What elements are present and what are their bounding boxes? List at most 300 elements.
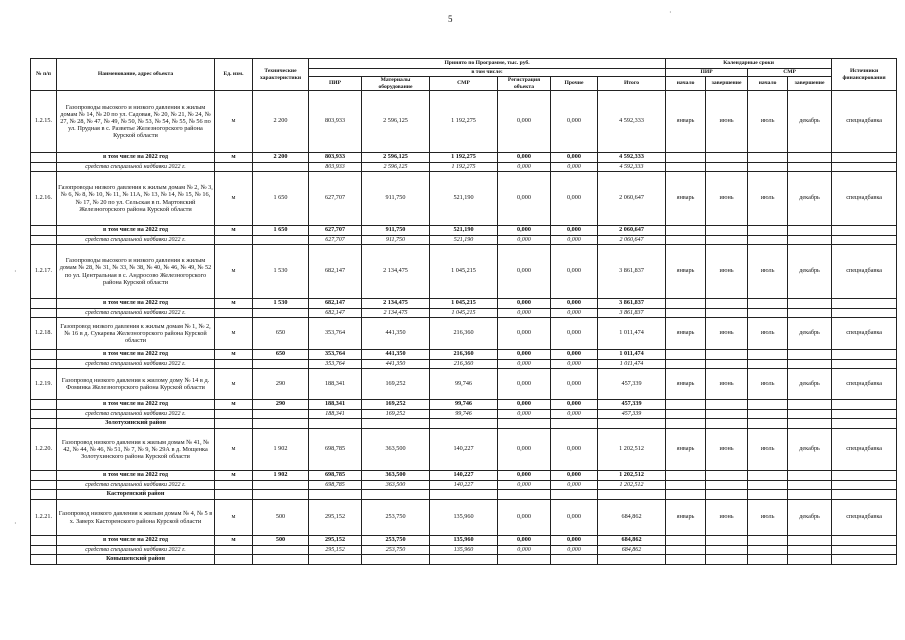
- smr-cell: 216,360: [430, 350, 498, 360]
- materials-cell: 441,350: [362, 360, 430, 369]
- pir-start-cell: январь: [666, 318, 706, 350]
- materials-cell: 169,252: [362, 400, 430, 410]
- scan-speck: ·: [669, 8, 672, 17]
- smr-cell: 99,746: [430, 369, 498, 400]
- tech-cell: [253, 360, 309, 369]
- materials-cell: 169,252: [362, 410, 430, 419]
- pir-end-cell: июнь: [706, 91, 748, 153]
- pir-cell: 627,707: [309, 236, 362, 245]
- materials-cell: 169,252: [362, 369, 430, 400]
- empty-cell: [748, 419, 788, 429]
- header-cal-pir: ПИР: [666, 69, 748, 77]
- empty-cell: [788, 309, 832, 318]
- other-cell: 0,000: [551, 481, 598, 490]
- other-cell: 0,000: [551, 400, 598, 410]
- empty-cell: [253, 419, 309, 429]
- header-other: Прочие: [551, 77, 598, 91]
- smr-start-cell: июль: [748, 172, 788, 226]
- other-cell: 0,000: [551, 299, 598, 309]
- unit-cell: м: [215, 429, 253, 471]
- empty-cell: [706, 309, 748, 318]
- unit-cell: м: [215, 91, 253, 153]
- source-cell: спецнадбавка: [832, 245, 897, 299]
- other-cell: 0,000: [551, 369, 598, 400]
- pir-start-cell: январь: [666, 429, 706, 471]
- special-funds-label: средства специальной надбавки 2022 г.: [57, 546, 215, 555]
- special-funds-label: средства специальной надбавки 2022 г.: [57, 410, 215, 419]
- pir-cell: 682,147: [309, 299, 362, 309]
- special-funds-label: средства специальной надбавки 2022 г.: [57, 309, 215, 318]
- smr-cell: 1 192,275: [430, 153, 498, 163]
- total-cell: 684,862: [598, 536, 666, 546]
- tech-cell: 2 200: [253, 91, 309, 153]
- header-pir-end: завершение: [706, 77, 748, 91]
- empty-cell: [788, 153, 832, 163]
- source-cell: спецнадбавка: [832, 500, 897, 536]
- table-body: [31, 91, 897, 565]
- empty-cell: [551, 419, 598, 429]
- materials-cell: 2 596,125: [362, 153, 430, 163]
- smr-start-cell: июль: [748, 429, 788, 471]
- empty-cell: [498, 555, 551, 565]
- registration-cell: 0,000: [498, 245, 551, 299]
- tech-cell: [253, 163, 309, 172]
- subtotal-label: в том числе на 2022 год: [57, 350, 215, 360]
- total-cell: 4 592,333: [598, 91, 666, 153]
- tech-cell: 1 650: [253, 226, 309, 236]
- unit-cell: м: [215, 471, 253, 481]
- empty-cell: [706, 163, 748, 172]
- object-row: [31, 369, 897, 400]
- other-cell: 0,000: [551, 91, 598, 153]
- header-smr-start: начало: [748, 77, 788, 91]
- subtotal-row: [31, 536, 897, 546]
- total-cell: 3 861,837: [598, 245, 666, 299]
- smr-end-cell: декабрь: [788, 245, 832, 299]
- smr-cell: 1 045,215: [430, 245, 498, 299]
- total-cell: 684,862: [598, 500, 666, 536]
- other-cell: 0,000: [551, 153, 598, 163]
- smr-cell: 135,960: [430, 536, 498, 546]
- materials-cell: 2 134,475: [362, 309, 430, 318]
- empty-cell: [31, 555, 57, 565]
- registration-cell: 0,000: [498, 410, 551, 419]
- registration-cell: 0,000: [498, 360, 551, 369]
- special-funds-row: [31, 546, 897, 555]
- empty-cell: [748, 490, 788, 500]
- unit-cell: [215, 360, 253, 369]
- unit-cell: м: [215, 226, 253, 236]
- registration-cell: 0,000: [498, 163, 551, 172]
- empty-cell: [666, 236, 706, 245]
- registration-cell: 0,000: [498, 91, 551, 153]
- empty-cell: [706, 490, 748, 500]
- smr-end-cell: декабрь: [788, 172, 832, 226]
- empty-cell: [748, 471, 788, 481]
- subtotal-row: [31, 226, 897, 236]
- empty-cell: [832, 400, 897, 410]
- empty-cell: [706, 555, 748, 565]
- pir-cell: 353,764: [309, 360, 362, 369]
- empty-cell: [598, 490, 666, 500]
- empty-cell: [748, 400, 788, 410]
- empty-cell: [31, 471, 57, 481]
- smr-end-cell: декабрь: [788, 500, 832, 536]
- smr-cell: 216,360: [430, 360, 498, 369]
- pir-cell: 682,147: [309, 245, 362, 299]
- other-cell: 0,000: [551, 410, 598, 419]
- subtotal-row: [31, 400, 897, 410]
- registration-cell: 0,000: [498, 226, 551, 236]
- empty-cell: [748, 153, 788, 163]
- empty-cell: [832, 546, 897, 555]
- total-cell: 4 592,333: [598, 153, 666, 163]
- empty-cell: [31, 163, 57, 172]
- total-cell: 1 011,474: [598, 360, 666, 369]
- special-funds-label: средства специальной надбавки 2022 г.: [57, 481, 215, 490]
- pir-cell: 353,764: [309, 318, 362, 350]
- registration-cell: 0,000: [498, 546, 551, 555]
- total-cell: 3 861,837: [598, 299, 666, 309]
- empty-cell: [748, 536, 788, 546]
- empty-cell: [430, 419, 498, 429]
- region-row: [31, 555, 897, 565]
- empty-cell: [215, 555, 253, 565]
- source-cell: спецнадбавка: [832, 91, 897, 153]
- pir-cell: 803,933: [309, 153, 362, 163]
- materials-cell: 363,500: [362, 471, 430, 481]
- empty-cell: [498, 419, 551, 429]
- row-number: 1.2.18.: [31, 318, 57, 350]
- smr-cell: 135,960: [430, 546, 498, 555]
- total-cell: 3 861,837: [598, 309, 666, 318]
- empty-cell: [788, 410, 832, 419]
- scan-speck: ·: [14, 519, 17, 528]
- smr-cell: 521,190: [430, 172, 498, 226]
- object-name: Газопроводы низкого давления к жилым домам № 2, № 3, № 6, № 8, № 10, № 11, № 11А, № 13, № 14, № 15, № 16, № 17, № 20 по ул. Сельская в п. Мартовский Железногорского района Курской области: [57, 172, 215, 226]
- empty-cell: [666, 481, 706, 490]
- pir-end-cell: июнь: [706, 245, 748, 299]
- empty-cell: [832, 419, 897, 429]
- tech-cell: [253, 546, 309, 555]
- smr-cell: 99,746: [430, 400, 498, 410]
- special-funds-label: средства специальной надбавки 2022 г.: [57, 360, 215, 369]
- pir-cell: 627,707: [309, 226, 362, 236]
- tech-cell: 500: [253, 500, 309, 536]
- object-name: Газопровод низкого давления к жилым домам № 4, № 5 в х. Заверх Касторенского района Курской области: [57, 500, 215, 536]
- empty-cell: [309, 419, 362, 429]
- materials-cell: 2 134,475: [362, 299, 430, 309]
- tech-cell: 650: [253, 318, 309, 350]
- header-pir: ПИР: [309, 77, 362, 91]
- other-cell: 0,000: [551, 172, 598, 226]
- region-name: Касторенский район: [57, 490, 215, 500]
- unit-cell: [215, 481, 253, 490]
- empty-cell: [666, 410, 706, 419]
- empty-cell: [706, 153, 748, 163]
- empty-cell: [832, 226, 897, 236]
- empty-cell: [31, 490, 57, 500]
- empty-cell: [666, 163, 706, 172]
- unit-cell: [215, 236, 253, 245]
- materials-cell: 253,750: [362, 536, 430, 546]
- empty-cell: [31, 400, 57, 410]
- tech-cell: 650: [253, 350, 309, 360]
- empty-cell: [31, 236, 57, 245]
- pir-end-cell: июнь: [706, 318, 748, 350]
- empty-cell: [832, 153, 897, 163]
- empty-cell: [666, 350, 706, 360]
- tech-cell: 1 530: [253, 245, 309, 299]
- empty-cell: [748, 309, 788, 318]
- region-name: Конышевский район: [57, 555, 215, 565]
- pir-start-cell: январь: [666, 91, 706, 153]
- total-cell: 457,339: [598, 410, 666, 419]
- registration-cell: 0,000: [498, 471, 551, 481]
- empty-cell: [253, 490, 309, 500]
- other-cell: 0,000: [551, 546, 598, 555]
- subtotal-label: в том числе на 2022 год: [57, 226, 215, 236]
- empty-cell: [31, 536, 57, 546]
- empty-cell: [788, 350, 832, 360]
- pir-cell: 682,147: [309, 309, 362, 318]
- smr-start-cell: июль: [748, 369, 788, 400]
- empty-cell: [666, 360, 706, 369]
- header-program: Принято по Программе, тыс. руб.: [309, 59, 666, 69]
- materials-cell: 2 596,125: [362, 163, 430, 172]
- total-cell: 457,339: [598, 369, 666, 400]
- empty-cell: [31, 360, 57, 369]
- object-row: [31, 245, 897, 299]
- region-row: [31, 490, 897, 500]
- source-cell: спецнадбавка: [832, 172, 897, 226]
- other-cell: 0,000: [551, 226, 598, 236]
- empty-cell: [362, 490, 430, 500]
- smr-cell: 521,190: [430, 226, 498, 236]
- total-cell: 2 060,647: [598, 236, 666, 245]
- empty-cell: [832, 299, 897, 309]
- pir-cell: 353,764: [309, 350, 362, 360]
- registration-cell: 0,000: [498, 481, 551, 490]
- empty-cell: [748, 236, 788, 245]
- empty-cell: [666, 226, 706, 236]
- pir-cell: 627,707: [309, 172, 362, 226]
- header-smr-end: завершение: [788, 77, 832, 91]
- total-cell: 1 202,512: [598, 429, 666, 471]
- smr-end-cell: декабрь: [788, 429, 832, 471]
- empty-cell: [788, 226, 832, 236]
- registration-cell: 0,000: [498, 369, 551, 400]
- empty-cell: [666, 419, 706, 429]
- total-cell: 2 060,647: [598, 172, 666, 226]
- header-calendar: Календарные сроки: [666, 59, 832, 69]
- pir-cell: 188,341: [309, 400, 362, 410]
- source-cell: спецнадбавка: [832, 369, 897, 400]
- empty-cell: [832, 360, 897, 369]
- smr-cell: 1 045,215: [430, 299, 498, 309]
- smr-cell: 1 192,275: [430, 163, 498, 172]
- empty-cell: [832, 481, 897, 490]
- materials-cell: 363,500: [362, 429, 430, 471]
- empty-cell: [430, 555, 498, 565]
- registration-cell: 0,000: [498, 153, 551, 163]
- empty-cell: [309, 555, 362, 565]
- empty-cell: [788, 471, 832, 481]
- header-incl: в том числе:: [309, 69, 666, 77]
- row-number: 1.2.17.: [31, 245, 57, 299]
- empty-cell: [832, 236, 897, 245]
- materials-cell: 911,750: [362, 226, 430, 236]
- empty-cell: [666, 309, 706, 318]
- empty-cell: [832, 350, 897, 360]
- tech-cell: 1 902: [253, 429, 309, 471]
- empty-cell: [832, 471, 897, 481]
- unit-cell: [215, 410, 253, 419]
- pir-cell: 698,785: [309, 471, 362, 481]
- empty-cell: [832, 163, 897, 172]
- row-number: 1.2.15.: [31, 91, 57, 153]
- header-smr: СМР: [430, 77, 498, 91]
- total-cell: 457,339: [598, 400, 666, 410]
- pir-end-cell: июнь: [706, 429, 748, 471]
- empty-cell: [666, 555, 706, 565]
- empty-cell: [788, 299, 832, 309]
- empty-cell: [706, 471, 748, 481]
- unit-cell: м: [215, 245, 253, 299]
- empty-cell: [598, 419, 666, 429]
- unit-cell: м: [215, 400, 253, 410]
- subtotal-row: [31, 471, 897, 481]
- empty-cell: [748, 299, 788, 309]
- subtotal-row: [31, 299, 897, 309]
- empty-cell: [706, 546, 748, 555]
- unit-cell: м: [215, 153, 253, 163]
- unit-cell: [215, 309, 253, 318]
- empty-cell: [31, 419, 57, 429]
- empty-cell: [215, 490, 253, 500]
- tech-cell: 2 200: [253, 153, 309, 163]
- empty-cell: [362, 419, 430, 429]
- object-row: [31, 500, 897, 536]
- pir-end-cell: июнь: [706, 172, 748, 226]
- tech-cell: 1 902: [253, 471, 309, 481]
- object-name: Газопровод низкого давления к жилым домам № 41, № 42, № 44, № 46, № 51, № 7, № 9, № 29А в д. Мощенка Золотухинского района Курской области: [57, 429, 215, 471]
- materials-cell: 363,500: [362, 481, 430, 490]
- empty-cell: [31, 226, 57, 236]
- pir-start-cell: январь: [666, 500, 706, 536]
- tech-cell: 290: [253, 400, 309, 410]
- tech-cell: [253, 236, 309, 245]
- materials-cell: 2 134,475: [362, 245, 430, 299]
- empty-cell: [362, 555, 430, 565]
- materials-cell: 253,750: [362, 546, 430, 555]
- subtotal-label: в том числе на 2022 год: [57, 153, 215, 163]
- tech-cell: [253, 410, 309, 419]
- empty-cell: [498, 490, 551, 500]
- empty-cell: [706, 236, 748, 245]
- registration-cell: 0,000: [498, 299, 551, 309]
- empty-cell: [788, 400, 832, 410]
- other-cell: 0,000: [551, 429, 598, 471]
- registration-cell: 0,000: [498, 500, 551, 536]
- pir-cell: 698,785: [309, 481, 362, 490]
- other-cell: 0,000: [551, 536, 598, 546]
- object-row: [31, 429, 897, 471]
- source-cell: спецнадбавка: [832, 429, 897, 471]
- special-funds-row: [31, 236, 897, 245]
- pir-cell: 188,341: [309, 410, 362, 419]
- registration-cell: 0,000: [498, 429, 551, 471]
- materials-cell: 911,750: [362, 236, 430, 245]
- empty-cell: [666, 400, 706, 410]
- empty-cell: [788, 481, 832, 490]
- other-cell: 0,000: [551, 236, 598, 245]
- registration-cell: 0,000: [498, 236, 551, 245]
- total-cell: 1 202,512: [598, 471, 666, 481]
- object-row: [31, 172, 897, 226]
- registration-cell: 0,000: [498, 350, 551, 360]
- header-materials: Материалы оборудование: [362, 77, 430, 91]
- empty-cell: [748, 555, 788, 565]
- page-number: 5: [448, 14, 453, 24]
- smr-start-cell: июль: [748, 318, 788, 350]
- empty-cell: [832, 555, 897, 565]
- other-cell: 0,000: [551, 245, 598, 299]
- object-row: [31, 318, 897, 350]
- total-cell: 1 202,512: [598, 481, 666, 490]
- materials-cell: 253,750: [362, 500, 430, 536]
- subtotal-label: в том числе на 2022 год: [57, 536, 215, 546]
- smr-cell: 521,190: [430, 236, 498, 245]
- empty-cell: [748, 481, 788, 490]
- materials-cell: 911,750: [362, 172, 430, 226]
- special-funds-label: средства специальной надбавки 2022 г.: [57, 236, 215, 245]
- materials-cell: 2 596,125: [362, 91, 430, 153]
- other-cell: 0,000: [551, 350, 598, 360]
- empty-cell: [832, 410, 897, 419]
- pir-start-cell: январь: [666, 172, 706, 226]
- other-cell: 0,000: [551, 500, 598, 536]
- pir-start-cell: январь: [666, 245, 706, 299]
- subtotal-row: [31, 153, 897, 163]
- smr-start-cell: июль: [748, 245, 788, 299]
- empty-cell: [706, 410, 748, 419]
- tech-cell: [253, 481, 309, 490]
- empty-cell: [31, 309, 57, 318]
- object-name: Газопровод низкого давления к жилым домам № 1, № 2, № 16 в д. Сукарева Железногорского района Курской области: [57, 318, 215, 350]
- row-number: 1.2.19.: [31, 369, 57, 400]
- total-cell: 4 592,333: [598, 163, 666, 172]
- empty-cell: [430, 490, 498, 500]
- header-name: Наименование, адрес объекта: [57, 59, 215, 91]
- total-cell: 2 060,647: [598, 226, 666, 236]
- empty-cell: [788, 546, 832, 555]
- smr-end-cell: декабрь: [788, 91, 832, 153]
- materials-cell: 441,350: [362, 318, 430, 350]
- other-cell: 0,000: [551, 309, 598, 318]
- empty-cell: [832, 490, 897, 500]
- program-table: [30, 58, 897, 565]
- tech-cell: 1 650: [253, 172, 309, 226]
- empty-cell: [666, 471, 706, 481]
- other-cell: 0,000: [551, 318, 598, 350]
- empty-cell: [551, 490, 598, 500]
- pir-end-cell: июнь: [706, 369, 748, 400]
- smr-cell: 135,960: [430, 500, 498, 536]
- source-cell: спецнадбавка: [832, 318, 897, 350]
- empty-cell: [748, 410, 788, 419]
- unit-cell: м: [215, 318, 253, 350]
